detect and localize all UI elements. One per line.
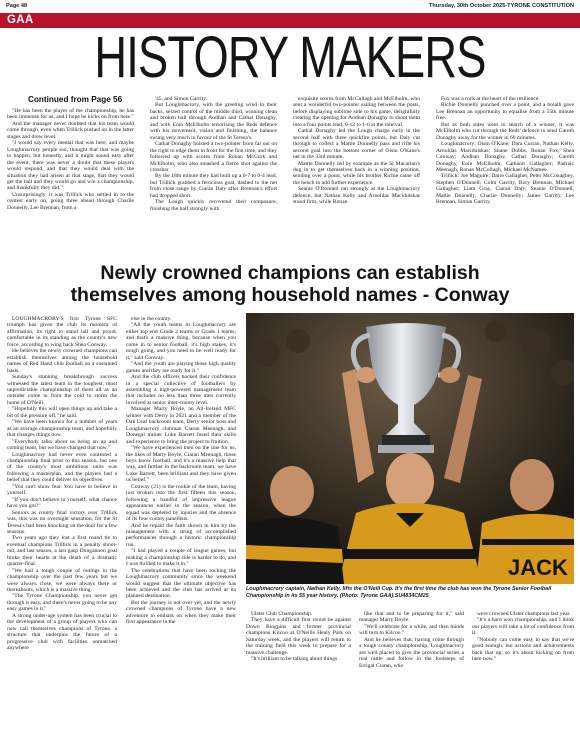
paragraph: Sunday's stunning breakthrough success witnessed the latest team in the toughest, most unpredictable championship of them all as an outsider come in from the cold to storm the home of O'Neill.: [7, 374, 117, 406]
paragraph: Cathal Donaghy hoisted a two-pointer from far out on the right to edge them in front for the first time, and they followed up with scores from Ronan McGurk and McElholm, who also smashed a fierce shot against the crossbar.: [150, 141, 277, 173]
trophy-lift-photo: [246, 313, 574, 584]
story2-column-2: [126, 316, 236, 732]
paragraph: Conway (21) is the rookie of the team, having just broken into the first fifteen this season, following a handful of impressive league appearances earlier in the season, when the squad was depleted by injuries and the absence of its four county panellists.: [126, 483, 236, 523]
paragraph: "The Tyrone Championship, you never get through it easy, and there's never going to be any easy games in it.": [7, 593, 117, 613]
paragraph: "All the youth teams in Loughmacrory are either top end Grade 2 teams or Grade 1 teams, and that's a massive thing, because when you come in to senior football, it's high stakes, it's tough going, and you need to be well ready for it," said Conway.: [126, 322, 236, 361]
story1-column-1: [7, 108, 134, 251]
dateline: Thursday, 30th October 2025-TYRONE CONSTITUTION: [428, 3, 574, 9]
paragraph: "I would say every mental that was here, and maybe Loughmacrory people too, thought that that was going to happen, but honestly, and it might sound easy after the event, there was never a doubt that these players would respond, and that they would deal with the situation they had arisen at that stage, that they would get the ball and they would go and win a championship, and thankfully they did.": [7, 140, 134, 192]
paragraph: The celebrations that have been rocking the Loughmacrory community since the weekend would suggest that the ultimate objective has been achieved and the club has arrived at its planned destination.: [126, 567, 236, 600]
paragraph: '45, and Simon Garrity.: [155, 96, 208, 102]
photo-caption: Loughmacrory captain, Nathan Kelly, lifts the O'Neill Cup. It's the first time the club has won the Tyrone Senior Football Championship in its 55 year history. (Photo: Tyrone GAA).SU4834CM25: [246, 586, 552, 599]
story2-column-3: [246, 611, 351, 732]
paragraph: "You can't show fear. You have to believe in yourself.: [7, 483, 117, 497]
paragraph: Richie Donnelly punched over a point, and a breath gave Lee Brennan an opportunity to equalise from a 55th minute free.: [436, 102, 574, 122]
paragraph: Mattie Donnelly led by example as the St Macartan's dug in to get themselves back in a winning position, sending over a point, while his brother Richie came off the bench to add further experience.: [293, 160, 420, 186]
continued-from-label: Continued from Page 56: [28, 95, 123, 104]
paragraph: A strong under-age system has been crucial to the development of a group of players who can now call themselves champions of Tyrone, a structure that underpins the future of a progressive club with facilities unmatched anywhere: [7, 612, 117, 652]
paragraph: LOUGHMACRORY'S first Tyrone SFC triumph has given the club its moment of affirmation, its right to stand tall and proud, comfortable in its standing as the county's new force, according to wing back Shea Conway.: [7, 316, 117, 348]
story1-column-2: [150, 96, 277, 251]
paragraph: The Lough quickly recovered their composure, finishing the half strongly with: [150, 199, 277, 212]
paragraph: Fox was a rock at the heart of the resilience.: [441, 96, 540, 102]
paragraph: Seanie O'Donnell ran strongly at the Loughmacrory defence, but Nathan Kelly and Arnoldas Macidulskas stood firm, while Ronan: [293, 186, 420, 206]
paragraph: "And the youth are playing those high quality games and they are ready for it.": [126, 361, 236, 374]
paragraph: "It's a hard won championship, and I think our players will take a lot of confidence from it.: [472, 617, 574, 637]
paragraph: Manager Marty Boyle, an All-Ireland MFC winner with Derry in 2021 and a member of the Oak Leaf backroom team, Derry senior boss and Loughmacrory clubman Ciaran Meenagh, and Donegal trainer Luke Barrett fused their skills and experience to bring the project to fruition.: [126, 406, 236, 445]
paragraph: Ulster Club Championship.: [251, 611, 313, 617]
paragraph: were crowned Ulster champions last year.: [477, 611, 571, 617]
paragraph: And he repaid the faith shown in him by the management with a string of accomplished performances through a historic championship run.: [126, 522, 236, 548]
paragraph: And the manager never doubted that his team would come through, even when Trillick pushed on in the latter stages and drew level.: [7, 120, 134, 140]
paragraph: "Hopefully this will open things up and take a bit of the pressure off," he said.: [7, 406, 117, 419]
paragraph: Two years ago they lost a first round tie to eventual champions Trillick in a penalty shoot-out, and last season, a last gasp Dungannon goal broke their hearts at the death of a dramatic quarter-final.: [7, 535, 117, 568]
paragraph: "We'll celebrate for a while, and then minds will turn to Kilcoo.": [359, 623, 464, 637]
story2-column-4: [359, 611, 464, 732]
team-list-trillick: Trillick: Joe Maguire; Daire Gallagher, Peter McConaghey, Stephen O'Donnell; Colm Garrity, Rory Brennan, Michael Gallagher; Liam Gray, Ciaran Daly; Seanie O'Donnell, Mattie Donnelly, Charlie Donnelly; James Garrity, Lee Brennan, Simon Garrity.: [436, 173, 574, 206]
paragraph: But as both sides went in search of a winner, it was McElholm who cut through the Reds' defence to send Gareth Donaghy away for the winner in 60 minutes.: [436, 121, 574, 141]
paragraph: "I had played a couple of league games, but making a championship side is harder to do, and I was thrilled to make it in.": [126, 548, 236, 568]
paragraph: "Everybody talks about us being an up and coming team, but we have changed that now.": [7, 438, 117, 452]
paragraph: "He has been the player of the championship, he has been immense for us, and I hope he kicks on from here.": [7, 108, 134, 121]
paragraph: Unsurprisingly, it was Trillick who settled in to the contest early on, going three ahead through Charlie Donnelly, Lee Brennan, from a: [7, 191, 134, 211]
story1-column-4: [436, 96, 574, 251]
paragraph: "We had a tough couple of outings in the championship over the past few years but we were always close, we were always there or thereabouts, which is a massive thing.: [7, 567, 117, 594]
story2-column-5: [472, 611, 574, 732]
headline-history-makers: HISTORY MAKERS: [94, 25, 486, 90]
paragraph: else in the county.: [131, 316, 172, 322]
team-list-loughmacrory: Loughmacrory: Oisin O'Kane; Dara Curran, Nathan Kelly, Arnoldas Macidulskas; Shane Dobbs, Ronan Fox, Shea Conway; Aodhan Donaghy, Cathal Donaghy; Gareth Donaghy, Eoin McElholm, Cathaoir Gallagher; Padraic Meenagh, Ronan McCullagh, Michael McNamee.: [436, 141, 574, 173]
paragraph: exquisite scores from McCullagh and McElholm, who sent a wonderful two-pointer sailing between the posts, before displaying sublime side to his game, delightfully creating the opening for Aodhan Donaghy to shoot them into a four points lead, 0-12 to 1-6 at the interval.: [293, 96, 420, 128]
folio-line: [6, 3, 574, 12]
paragraph: He believes the newly crowned champions can establish themselves among the household names of Red Hand club football on a sustained basis.: [7, 348, 117, 374]
headline-line-1: Newly crowned champions can establish: [100, 262, 480, 284]
paragraph: "We have been known for a number of years as an average championship team, and hopefully that changes things now.: [7, 419, 117, 439]
headline-line-2: themselves among household names - Conway: [70, 284, 510, 306]
trophy-photo-illustration: [246, 313, 574, 584]
story2-column-1: [7, 316, 117, 732]
paragraph: Cathal Donaghy led the Lough charge early in the second half with three quickfire points, but Daly cut through to collect a Mattie Donnelly pass and rifle his second goal into the bottom corner of Oisin O'Kane's net in the 33rd minute.: [293, 128, 420, 161]
paragraph: "If you don't believe in yourself, what chance have you got?": [7, 496, 117, 510]
paragraph: Seniors as county final victory over Trillick was, this was no overnight sensation, for the St Teresa's had been knocking on the door for a few seasons.: [7, 509, 117, 535]
paragraph: "It's brilliant to be talking about things: [251, 656, 338, 663]
paragraph: And the club officers backed their confidence in a special collective of footballers by assembling a high-powered management team that includes no less than three men currently involved at senior inter-county level.: [126, 374, 236, 406]
paragraph: By the 18th minute they had built up a 0-7 to 0-4 lead, but Trillick grabbed a ferocious goal, dashed to the net from close range by Ciaran Daly after Brennan's effort had dropped short.: [150, 173, 277, 199]
headline-newly-crowned: [0, 262, 580, 306]
paragraph: But Loughmacrory, with the greeting wind in their backs, seized control of the middle third, winning clean and broken ball through Aodhan and Cathal Donaghy, and with Eoin McElholm terrorising the Reds defence with his movement, vision and finishing, the balance swung very much in favour of the St Teresa's.: [150, 102, 277, 141]
story1-column-3: [293, 96, 420, 251]
jersey-text: JACK: [508, 555, 568, 580]
paragraph: And he believes that, having come through a tough county championship, Loughmacrory are well placed to give the provincial series a real rattle and follow in the footsteps of Errigal Ciaran, who: [359, 636, 464, 669]
page-number: Page 48: [6, 3, 28, 9]
paragraph: Loughmacrory had never even contested a championship final prior to this season, but one of the county's most ambitious units was following a masterplan, and the players had a belief that they could deliver its objectives.: [7, 451, 117, 484]
paragraph: "Nobody can come easy to say that we're good enough, but actions and achievements back that up, so it's about kicking on from here now.": [472, 636, 574, 663]
section-label: GAA: [7, 14, 34, 26]
paragraph: "We have experienced men on the line for us, the likes of Marty Boyle, Ciaran Meenagh, those boys know football, and it's a massive help that way, and further in the backroom team, we have Luke Barrett, been brilliant and they have given us belief.": [126, 445, 236, 484]
paragraph: But the journey is not over yet, and the newly crowned champions of Tyrone have a new adventure to embark on when they make their first appearance in the: [126, 599, 236, 626]
paragraph: like that and to be preparing for it," said manager Marty Boyle.: [359, 611, 464, 624]
paragraph: They have a difficult first round tie against Down Ringpins and former provincial champions Kilcoo at O'Neills Healy Park on Saturday week, and the players will return to the training field this week to prepare for a massive challenge.: [246, 617, 351, 656]
